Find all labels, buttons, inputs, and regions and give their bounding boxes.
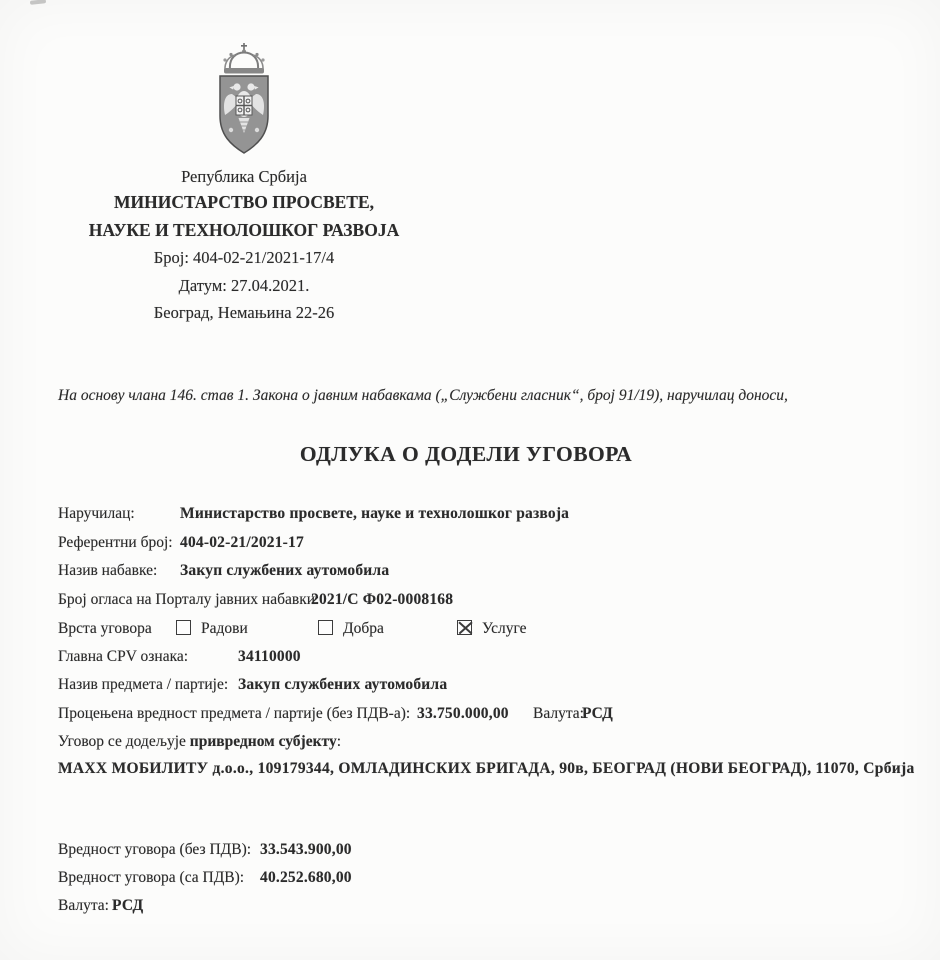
checkbox-radovi — [176, 620, 191, 635]
field-label: Врста уговора — [58, 620, 152, 637]
checkbox-label: Радови — [201, 620, 248, 637]
field-value: 40.252.680,00 — [260, 869, 352, 886]
contract-type-option-dobra — [318, 620, 384, 640]
letterhead-ministry-line2: НАУКЕ И ТЕХНОЛОШКОГ РАЗВОЈА — [88, 220, 400, 240]
field-value: 404-02-21/2021-17 — [180, 534, 304, 551]
currency-label: Валута: — [533, 705, 584, 722]
field-value: Министарство просвете, науке и технолошког развоја — [180, 505, 570, 522]
field-value: Закуп службених аутомобила — [238, 676, 448, 693]
letterhead-ministry-line1: МИНИСТАРСТВО ПРОСВЕТЕ, — [113, 192, 375, 212]
field-label: Вредност уговора (без ПДВ): — [58, 841, 252, 858]
award-statement-emphasis: привредном субјекту — [189, 733, 337, 750]
field-portal-notice-number — [58, 591, 918, 613]
awarded-supplier: МАХХ МОБИЛИТУ д.о.о., 109179344, ОМЛАДИНСКИХ БРИГАДА, 90в, БЕОГРАД (НОВИ БЕОГРАД), 11070, Србија — [58, 760, 915, 777]
field-contracting-authority — [58, 505, 918, 527]
award-statement — [58, 733, 918, 755]
letterhead — [64, 0, 424, 330]
scan-artifact — [30, 0, 46, 5]
letterhead-number: Број: 404-02-21/2021-17/4 — [153, 248, 335, 267]
field-label: Валута: — [58, 897, 109, 914]
legal-preamble: На основу члана 146. став 1. Закона о јавним набавкама („Службени гласник“, број 91/19), наручилац доноси, — [58, 387, 788, 404]
field-label: Референтни број: — [58, 534, 173, 551]
currency-value: РСД — [582, 705, 613, 722]
contract-type-option-radovi — [176, 620, 248, 640]
checkbox-usluge — [457, 620, 472, 635]
field-cpv-code — [58, 648, 918, 670]
field-procurement-name — [58, 562, 918, 584]
checkbox-dobra — [318, 620, 333, 635]
field-label: Процењена вредност предмета / партије (без ПДВ-а): — [58, 705, 411, 722]
contract-type-option-usluge — [457, 620, 527, 640]
field-value: 33.543.900,00 — [260, 841, 352, 858]
serbia-coat-of-arms-icon — [212, 42, 276, 156]
field-value: РСД — [112, 897, 144, 914]
field-subject-name — [58, 676, 918, 698]
field-label: Главна CPV ознака: — [58, 648, 189, 665]
field-label: Наручилац: — [58, 505, 135, 522]
letterhead-country: Република Србија — [181, 167, 307, 186]
award-statement-suffix: : — [336, 733, 342, 750]
checkbox-label: Добра — [343, 620, 384, 637]
field-label: Назив набавке: — [58, 562, 158, 579]
field-currency — [58, 897, 918, 919]
document-title: ОДЛУКА О ДОДЕЛИ УГОВОРА — [299, 442, 633, 466]
field-label: Вредност уговора (са ПДВ): — [58, 869, 245, 886]
field-value: 33.750.000,00 — [417, 705, 509, 722]
field-label: Назив предмета / партије: — [58, 676, 229, 693]
field-contract-value-incl-vat — [58, 869, 918, 891]
field-value: 34110000 — [238, 648, 301, 665]
field-value: Закуп службених аутомобила — [180, 562, 390, 579]
field-reference-number — [58, 534, 918, 556]
letterhead-address: Београд, Немањина 22-26 — [153, 303, 335, 322]
field-value: 2021/С Ф02-0008168 — [311, 591, 454, 608]
award-statement-prefix: Уговор се додељује — [58, 733, 190, 750]
field-label: Број огласа на Порталу јавних набавки: — [58, 591, 320, 608]
checkbox-label: Услуге — [482, 620, 527, 637]
letterhead-date: Датум: 27.04.2021. — [178, 276, 310, 295]
field-estimated-value — [58, 705, 918, 727]
field-contract-type — [58, 620, 918, 642]
field-contract-value-excl-vat — [58, 841, 918, 863]
